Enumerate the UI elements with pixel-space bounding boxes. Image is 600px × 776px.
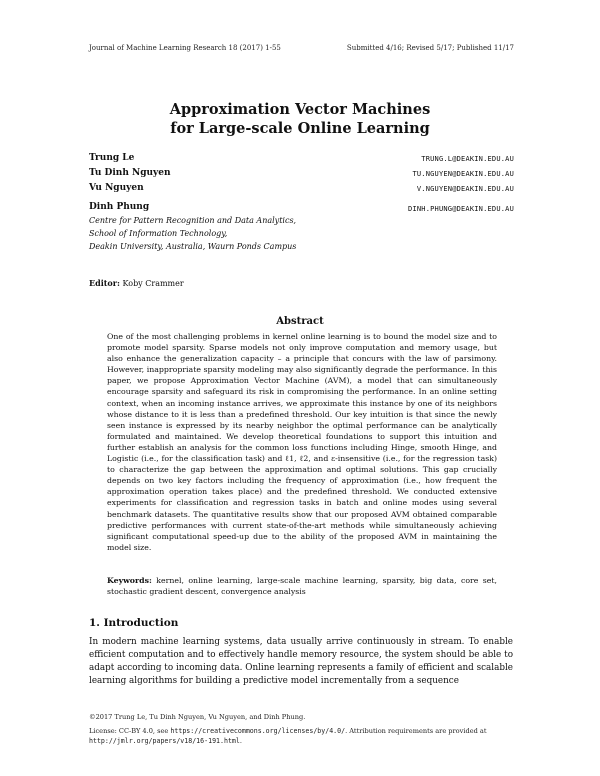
keywords	[107, 575, 497, 597]
affiliation	[89, 214, 296, 253]
license-link[interactable]: https://creativecommons.org/licenses/by/4.0/	[170, 727, 346, 735]
section-heading: 1. Introduction	[89, 617, 179, 629]
editor-line	[89, 278, 184, 288]
author-name: Vu Nguyen	[89, 183, 144, 193]
paper-title	[0, 100, 600, 138]
editor-label: Editor:	[89, 278, 120, 288]
license-end: .	[239, 737, 242, 745]
author-name: Dinh Phung	[89, 202, 150, 212]
author-email[interactable]: TRUNG.L@DEAKIN.EDU.AU	[421, 155, 514, 163]
author-email[interactable]: TU.NGUYEN@DEAKIN.EDU.AU	[412, 170, 514, 178]
abstract-heading: Abstract	[276, 316, 324, 327]
keywords-text: kernel, online learning, large-scale machine learning, sparsity, big data, core set, stochastic gradient descent, convergence analysis	[107, 576, 497, 597]
author-email[interactable]: V.NGUYEN@DEAKIN.EDU.AU	[416, 185, 514, 193]
abstract-body	[107, 331, 497, 553]
affiliation-line: Centre for Pattern Recognition and Data Analytics,	[89, 216, 297, 225]
title-line-1: Approximation Vector Machines	[169, 101, 431, 118]
title-line-2: for Large-scale Online Learning	[170, 120, 430, 137]
affiliation-line: School of Information Technology,	[89, 229, 228, 238]
abstract-text: One of the most challenging problems in kernel online learning is to bound the model size and to promote model sparsity. Sparse models not only improve computation and memory usage, but also enhance the generalization capacity – a principle that concurs with the law of parsimony. However, inappropriate sparsity modeling may also significantly degrade the performance. In this paper, we propose Approximation Vector Machine (AVM), a model that can simultaneously encourage sparsity and safeguard its risk in compromising the performance. In an online setting context, when an incoming instance arrives, we approximate this instance by one of its neighbors whose distance to it is less than a predefined threshold. Our key intuition is that since the newly seen instance is expressed by its nearby neighbor the optimal performance can be analytically formulated and maintained. We develop theoretical foundations to support this intuition and further establish an analysis for the common loss functions including Hinge, smooth Hinge, and Logistic (i.e., for the classification task) and ℓ1, ℓ2, and ε-insensitive (i.e., for the regression task) to characterize the gap between the approximation and optimal solutions. This gap crucially depends on two key factors including the frequency of approximation (i.e., how frequent the approximation operation takes place) and the predefined threshold. We conducted extensive experiments for classification and regression tasks in batch and online modes using several benchmark datasets. The quantitative results show that our proposed AVM obtained comparable predictive performances with current state-of-the-art methods while simultaneously achieving significant computational speed-up due to the ability of the proposed AVM in maintaining the model size.	[107, 332, 497, 552]
editor-name: Koby Crammer	[122, 279, 184, 288]
submission-dates: Submitted 4/16; Revised 5/17; Published 11/17	[346, 44, 514, 52]
affiliation-line: Deakin University, Australia, Waurn Ponds Campus	[89, 242, 297, 251]
author-name: Trung Le	[89, 153, 135, 163]
license-prefix: License: CC-BY 4.0, see	[89, 727, 171, 735]
intro-paragraph: In modern machine learning systems, data usually arrive continuously in stream. To enable efficient computation and to effectively handle memory resource, the system should be able to adapt according to incoming data. Online learning represents a family of efficient and scalable learning algorithms for building a predictive model incrementally from a sequence	[89, 637, 513, 686]
journal-header: Journal of Machine Learning Research 18 (2017) 1-55	[89, 44, 281, 52]
author-email[interactable]: DINH.PHUNG@DEAKIN.EDU.AU	[408, 205, 514, 213]
attribution-link[interactable]: http://jmlr.org/papers/v18/16-191.html	[89, 737, 240, 745]
copyright-line: ©2017 Trung Le, Tu Dinh Nguyen, Vu Nguyen, and Dinh Phung.	[89, 713, 306, 721]
author-name: Tu Dinh Nguyen	[89, 168, 171, 178]
license-mid: . Attribution requirements are provided at	[345, 727, 487, 735]
keywords-label: Keywords:	[107, 576, 152, 585]
license-line	[89, 726, 513, 746]
